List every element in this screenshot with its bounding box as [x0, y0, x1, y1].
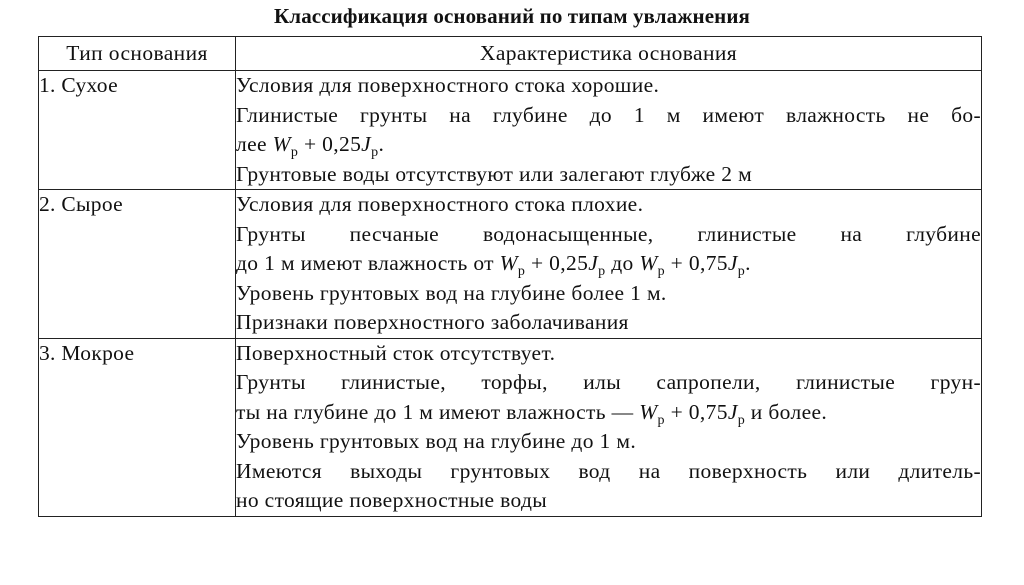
text-fragment: .	[378, 132, 385, 156]
desc-line-formula	[236, 398, 981, 428]
table-row	[39, 190, 982, 339]
text-fragment: + 0,25	[298, 132, 362, 156]
text-fragment: лее	[236, 132, 273, 156]
desc-line: Грунтовые воды отсутствуют или залегают глубже 2 м	[236, 161, 753, 186]
text-fragment: + 0,75	[664, 399, 728, 424]
table-row	[39, 338, 982, 516]
subscript: p	[737, 412, 746, 428]
symbol-j: J	[361, 132, 372, 156]
text-fragment: + 0,75	[664, 251, 728, 275]
subscript: p	[657, 264, 665, 279]
table-title: Классификация оснований по типам увлажнения	[273, 4, 751, 28]
text-fragment: до 1 м имеют влажность от	[236, 251, 500, 275]
text-fragment: .	[745, 251, 751, 275]
text-fragment: и более.	[745, 399, 828, 424]
row-type-dry: 1. Сухое	[39, 71, 236, 190]
table-header-row	[39, 37, 982, 71]
text-fragment: до	[605, 251, 640, 275]
row-type-damp: 2. Сырое	[39, 190, 236, 339]
symbol-w: W	[499, 251, 518, 275]
symbol-w: W	[272, 132, 291, 156]
desc-line: Глинистые грунты на глубине до 1 м имеют влажность не бо-	[236, 102, 981, 127]
row-description-wet	[236, 338, 982, 516]
desc-line: Условия для поверхностного стока хорошие.	[236, 73, 660, 97]
symbol-j: J	[588, 251, 599, 275]
text-fragment: ты на глубине до 1 м имеют влажность —	[236, 399, 640, 424]
subscript: p	[290, 145, 299, 160]
row-type-wet: 3. Мокрое	[39, 338, 236, 516]
desc-line: Уровень грунтовых вод на глубине до 1 м.	[236, 429, 637, 453]
desc-line: но стоящие поверхностные воды	[236, 488, 548, 512]
subscript: p	[737, 264, 746, 279]
subscript: p	[657, 412, 665, 428]
desc-line: Грунты песчаные водонасыщенные, глинистые на глубине	[236, 221, 981, 246]
row-description-damp	[236, 190, 982, 339]
symbol-w: W	[639, 251, 658, 275]
desc-line: Имеются выходы грунтовых вод на поверхность или длитель-	[236, 458, 981, 483]
symbol-j: J	[727, 399, 738, 424]
symbol-j: J	[727, 251, 738, 275]
text-fragment: + 0,25	[525, 251, 589, 275]
subscript: p	[517, 264, 526, 279]
desc-line: Уровень грунтовых вод на глубине более 1 м.	[236, 280, 667, 305]
row-description-dry	[236, 71, 982, 190]
desc-line-formula	[236, 130, 981, 160]
desc-line: Условия для поверхностного стока плохие.	[236, 192, 644, 216]
table-row	[39, 71, 982, 190]
desc-line: Поверхностный сток отсутствует.	[236, 340, 556, 365]
header-type: Тип основания	[39, 37, 236, 71]
desc-line: Признаки поверхностного заболачивания	[236, 310, 629, 334]
subscript: p	[371, 145, 379, 160]
header-description: Характеристика основания	[236, 37, 982, 71]
desc-line: Грунты глинистые, торфы, илы сапропели, глинистые грун-	[236, 370, 981, 394]
symbol-w: W	[639, 399, 658, 424]
desc-line-formula	[236, 249, 981, 279]
subscript: p	[598, 264, 606, 279]
classification-table	[38, 36, 982, 517]
